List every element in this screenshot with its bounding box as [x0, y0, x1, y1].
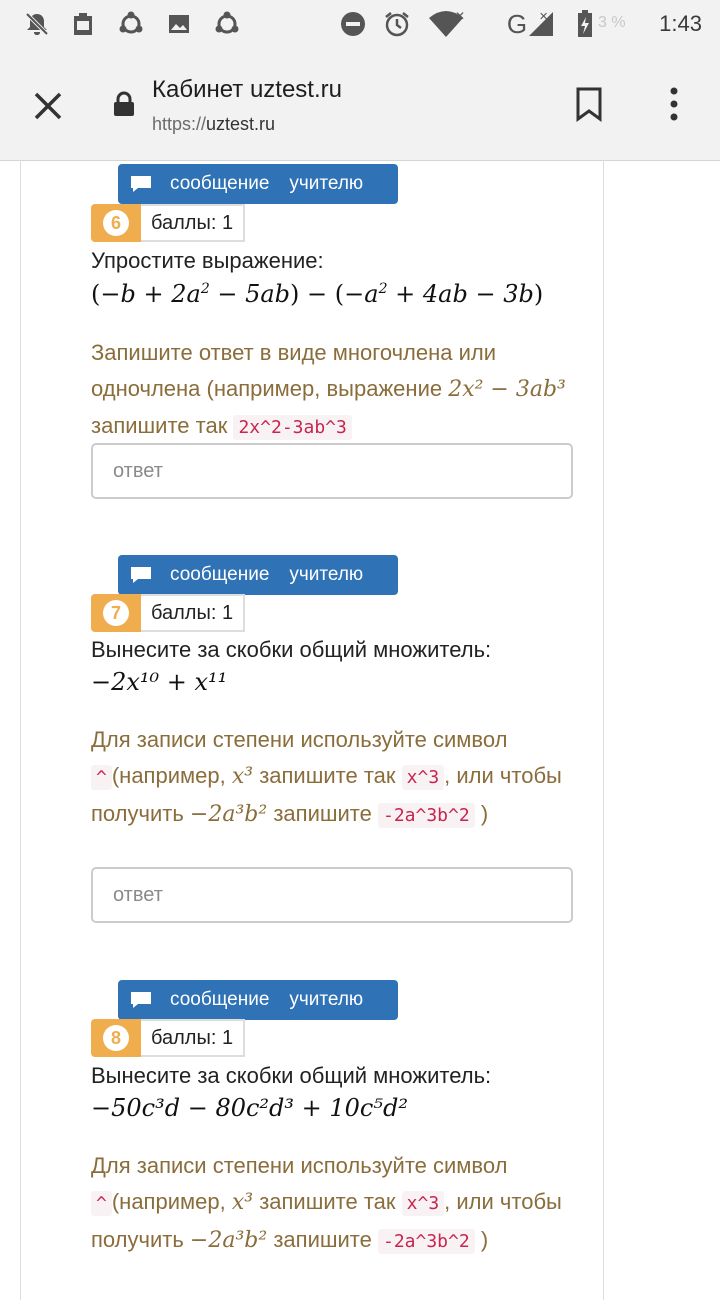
cellular-signal-icon: G ✕ — [503, 8, 559, 40]
chat-icon — [130, 991, 152, 1009]
example-expression: 2x² − 3ab³ — [448, 377, 566, 402]
message-teacher-button[interactable]: сообщение учителю — [118, 555, 398, 595]
question-prompt: Упростите выражение: — [91, 248, 324, 273]
clipboard-icon — [68, 8, 98, 40]
question-header — [91, 1019, 245, 1057]
question-header — [91, 204, 245, 242]
score-label: баллы: 1 — [141, 1019, 245, 1057]
caret-symbol: ^ — [91, 1191, 112, 1216]
question-number-badge: 7 — [91, 594, 141, 632]
clock: 1:43 — [659, 11, 702, 36]
answer-format-hint: Для записи степени используйте символ ^ (например, x³ запишите так x^3 , или чтобы получить −2a³b² запишите -2a^3b^2 ) — [91, 727, 562, 827]
caret-symbol: ^ — [91, 765, 112, 790]
question-number-badge: 8 — [91, 1019, 141, 1057]
battery-icon — [570, 8, 600, 40]
muted-bell-icon — [22, 8, 52, 40]
status-bar — [0, 0, 720, 50]
question-number-badge: 6 — [91, 204, 141, 242]
question-prompt: Вынесите за скобки общий множитель: — [91, 1063, 492, 1088]
svg-text:✕: ✕ — [539, 10, 549, 23]
answer-input[interactable] — [91, 443, 573, 499]
question-prompt: Вынесите за скобки общий множитель: — [91, 637, 492, 662]
question-expression: −2x¹⁰ + x¹¹ — [91, 668, 228, 696]
page-title[interactable]: Кабинет uztest.ru — [152, 76, 342, 103]
answer-format-hint: Для записи степени используйте символ ^ (например, x³ запишите так x^3 , или чтобы получить −2a³b² запишите -2a^3b^2 ) — [91, 1153, 562, 1253]
lock-icon — [113, 91, 135, 117]
wifi-off-icon — [426, 8, 466, 40]
score-label: баллы: 1 — [141, 594, 245, 632]
answer-input[interactable] — [91, 867, 573, 923]
battery-percent: 3 % — [598, 14, 626, 31]
svg-text:✕: ✕ — [455, 10, 465, 23]
chat-icon — [130, 566, 152, 584]
alarm-icon — [382, 8, 412, 40]
example-code: 2x^2-3ab^3 — [233, 415, 351, 440]
page-url[interactable]: https://uztest.ru — [152, 114, 276, 134]
answer-format-hint: Запишите ответ в виде многочлена или одночлена (например, выражение 2x² − 3ab³ запишите так 2x^2-3ab^3 — [91, 340, 566, 438]
close-icon[interactable] — [28, 86, 68, 126]
image-icon — [164, 8, 194, 40]
sync-icon — [116, 8, 146, 40]
question-expression: −50c³d − 80c²d³ + 10c⁵d² — [91, 1094, 408, 1122]
question-header — [91, 594, 245, 632]
chat-icon — [130, 175, 152, 193]
more-options-icon[interactable] — [660, 86, 688, 122]
message-teacher-button[interactable]: сообщение учителю — [118, 164, 398, 204]
bookmark-icon[interactable] — [574, 86, 604, 122]
sync-icon-2 — [212, 8, 242, 40]
message-teacher-button[interactable]: сообщение учителю — [118, 980, 398, 1020]
question-expression: $(-b + 2a^2 - 5ab) - (-a^2 + 4ab - 3b)$ — [91, 280, 544, 308]
do-not-disturb-icon — [338, 8, 368, 40]
score-label: баллы: 1 — [141, 204, 245, 242]
browser-toolbar — [0, 50, 720, 161]
